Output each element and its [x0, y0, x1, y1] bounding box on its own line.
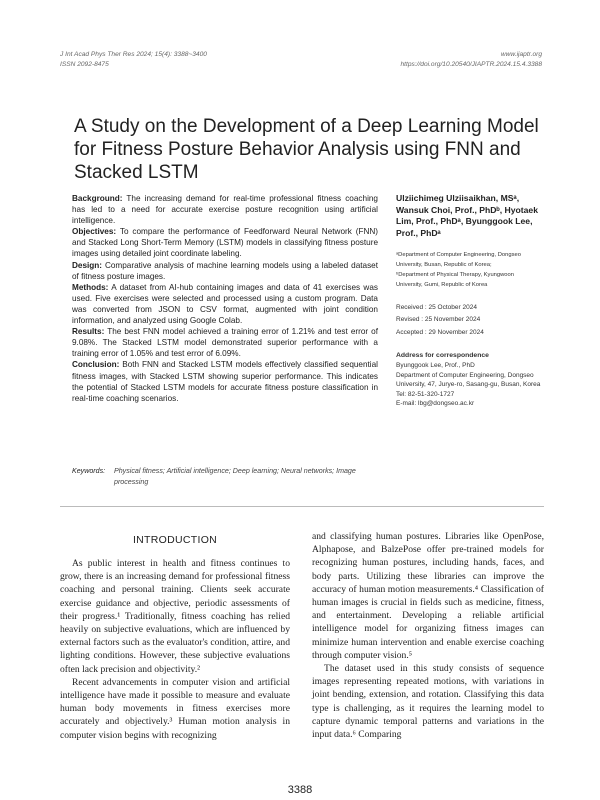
abstract-label: Background: — [72, 194, 123, 203]
journal-header-right — [401, 50, 543, 70]
journal-site-link[interactable]: www.ijaptr.org — [500, 51, 542, 58]
author-list: Ulziichimeg Ulziisaikhan, MSᵃ, Wansuk Choi, Prof., PhDᵇ, Hyotaek Lim, Prof., PhDᵃ, Byunggook Lee, Prof., PhDᵃ — [396, 193, 538, 238]
correspondence — [396, 351, 542, 409]
affiliation: ᵇDepartment of Physical Therapy, Kyungwoon University, Gumi, Republic of Korea — [396, 272, 514, 288]
keywords-label: Keywords: — [72, 467, 106, 475]
abstract-label: Conclusion: — [72, 360, 120, 370]
abstract-text: A dataset from AI-hub containing images and data of 41 exercises was used. Five exercises were selected and processed using a custom program. Data was converted from JSON to CSV format, augmented with joint condition information, and analyzed using Google Colab. — [72, 282, 378, 326]
body-column-left — [60, 557, 290, 742]
affiliation: ᵃDepartment of Computer Engineering, Dongseo University, Busan, Republic of Korea; — [396, 252, 521, 268]
paragraph: Recent advancements in computer vision and artificial intelligence have made it possible to measure and evaluate human body movements in fitness exercises more accurately and objectively.³ Human motion analysis in computer vision begins with recognizing — [60, 676, 290, 741]
section-divider — [60, 506, 544, 507]
correspondence-heading: Address for correspondence — [396, 351, 489, 359]
abstract — [72, 193, 378, 404]
revised-date: Revised : 25 November 2024 — [396, 316, 481, 324]
paragraph: and classifying human postures. Libraries like OpenPose, Alphapose, and BalzePose offer pre-trained models for recognizing human postures, including hands, faces, and body parts. Utilizing these libraries can improve the accuracy of human motion measurements.⁴ Classification of human images is crucial in fields such as medicine, fitness, and entertainment. Developing a reliable artificial intelligence model for organizing fitness images can minimize human intervention and enable exercise coaching through computer vision.⁵ — [312, 531, 544, 661]
abstract-text: The increasing demand for real-time professional fitness coaching has led to a need for accurate exercise posture recognition using artificial intelligence. — [72, 194, 378, 226]
paragraph: As public interest in health and fitness continues to grow, there is an increasing demand for professional fitness coaching and personal training. Clients seek accurate exercise guidance and objective, periodic assessments of their progress.¹ Traditionally, fitness coaching has relied heavily on subjective evaluations, which are influenced by external factors such as the evaluator's condition, attire, and lighting conditions. However, these subjective evaluations often lack precision and objectivity.² — [60, 558, 290, 675]
section-heading: INTRODUCTION — [132, 534, 218, 546]
accepted-date: Accepted : 29 November 2024 — [396, 328, 484, 336]
article-dates — [396, 302, 542, 339]
abstract-results — [72, 326, 378, 359]
author-info-panel — [396, 193, 542, 409]
received-date: Received : 25 October 2024 — [396, 304, 477, 311]
correspondence-address: Department of Computer Engineering, Dongseo University, 47, Jurye-ro, Sasang-gu, Busan, Korea — [396, 371, 541, 389]
journal-citation: J Int Acad Phys Ther Res 2024; 15(4): 3388~3400 — [60, 51, 207, 58]
keywords — [72, 466, 392, 488]
abstract-label: Methods: — [72, 282, 109, 292]
abstract-label: Results: — [72, 327, 105, 337]
abstract-text: The best FNN model achieved a training error of 1.21% and test error of 9.08%. The Stacked LSTM model demonstrated superior performance with a training error of 1.05% and test error of 6.09%. — [72, 327, 378, 359]
abstract-label: Objectives: — [72, 227, 117, 237]
abstract-text: To compare the performance of Feedforward Neural Network (FNN) and Stacked Long Short-Term Memory (LSTM) models in classifying fitness posture images using detailed joint coordinate labeling. — [72, 227, 378, 259]
abstract-objectives — [72, 226, 378, 259]
abstract-methods — [72, 282, 378, 326]
paragraph: The dataset used in this study consists of sequence images representing repeated motions, with variations in joint bending, extension, and rotation. Classifying this data type is challenging, as it requires the learning model to capture dynamic temporal patterns and variations in the input data.⁶ Comparing — [312, 663, 544, 741]
abstract-text: Comparative analysis of machine learning models using a labeled dataset of fitness posture images. — [72, 260, 378, 281]
abstract-label: Design: — [72, 260, 103, 270]
abstract-conclusion — [72, 359, 378, 403]
doi-link[interactable]: https://doi.org/10.20540/JIAPTR.2024.15.4.3388 — [400, 61, 542, 68]
issn: ISSN 2092-8475 — [60, 61, 109, 68]
abstract-background — [72, 193, 378, 226]
body-column-right — [312, 530, 544, 741]
correspondence-email[interactable]: E-mail: lbg@dongseo.ac.kr — [396, 400, 475, 408]
correspondence-tel: Tel: 82-51-320-1727 — [396, 390, 455, 398]
journal-header-left — [60, 50, 207, 70]
keywords-text: Physical fitness; Artificial intelligence; Deep learning; Neural networks; Image processing — [114, 467, 356, 486]
abstract-design — [72, 260, 378, 282]
article-title: A Study on the Development of a Deep Learning Model for Fitness Posture Behavior Analysis using FNN and Stacked LSTM — [74, 116, 539, 183]
correspondence-name: Byunggook Lee, Prof., PhD — [396, 362, 475, 370]
abstract-text: Both FNN and Stacked LSTM models effectively classified sequential fitness images, with Stacked LSTM showing superior performance. This indicates the potential of Stacked LSTM models for accurate fitness posture classification in real-time coaching scenarios. — [72, 360, 378, 403]
page-number: 3388 — [287, 784, 313, 796]
